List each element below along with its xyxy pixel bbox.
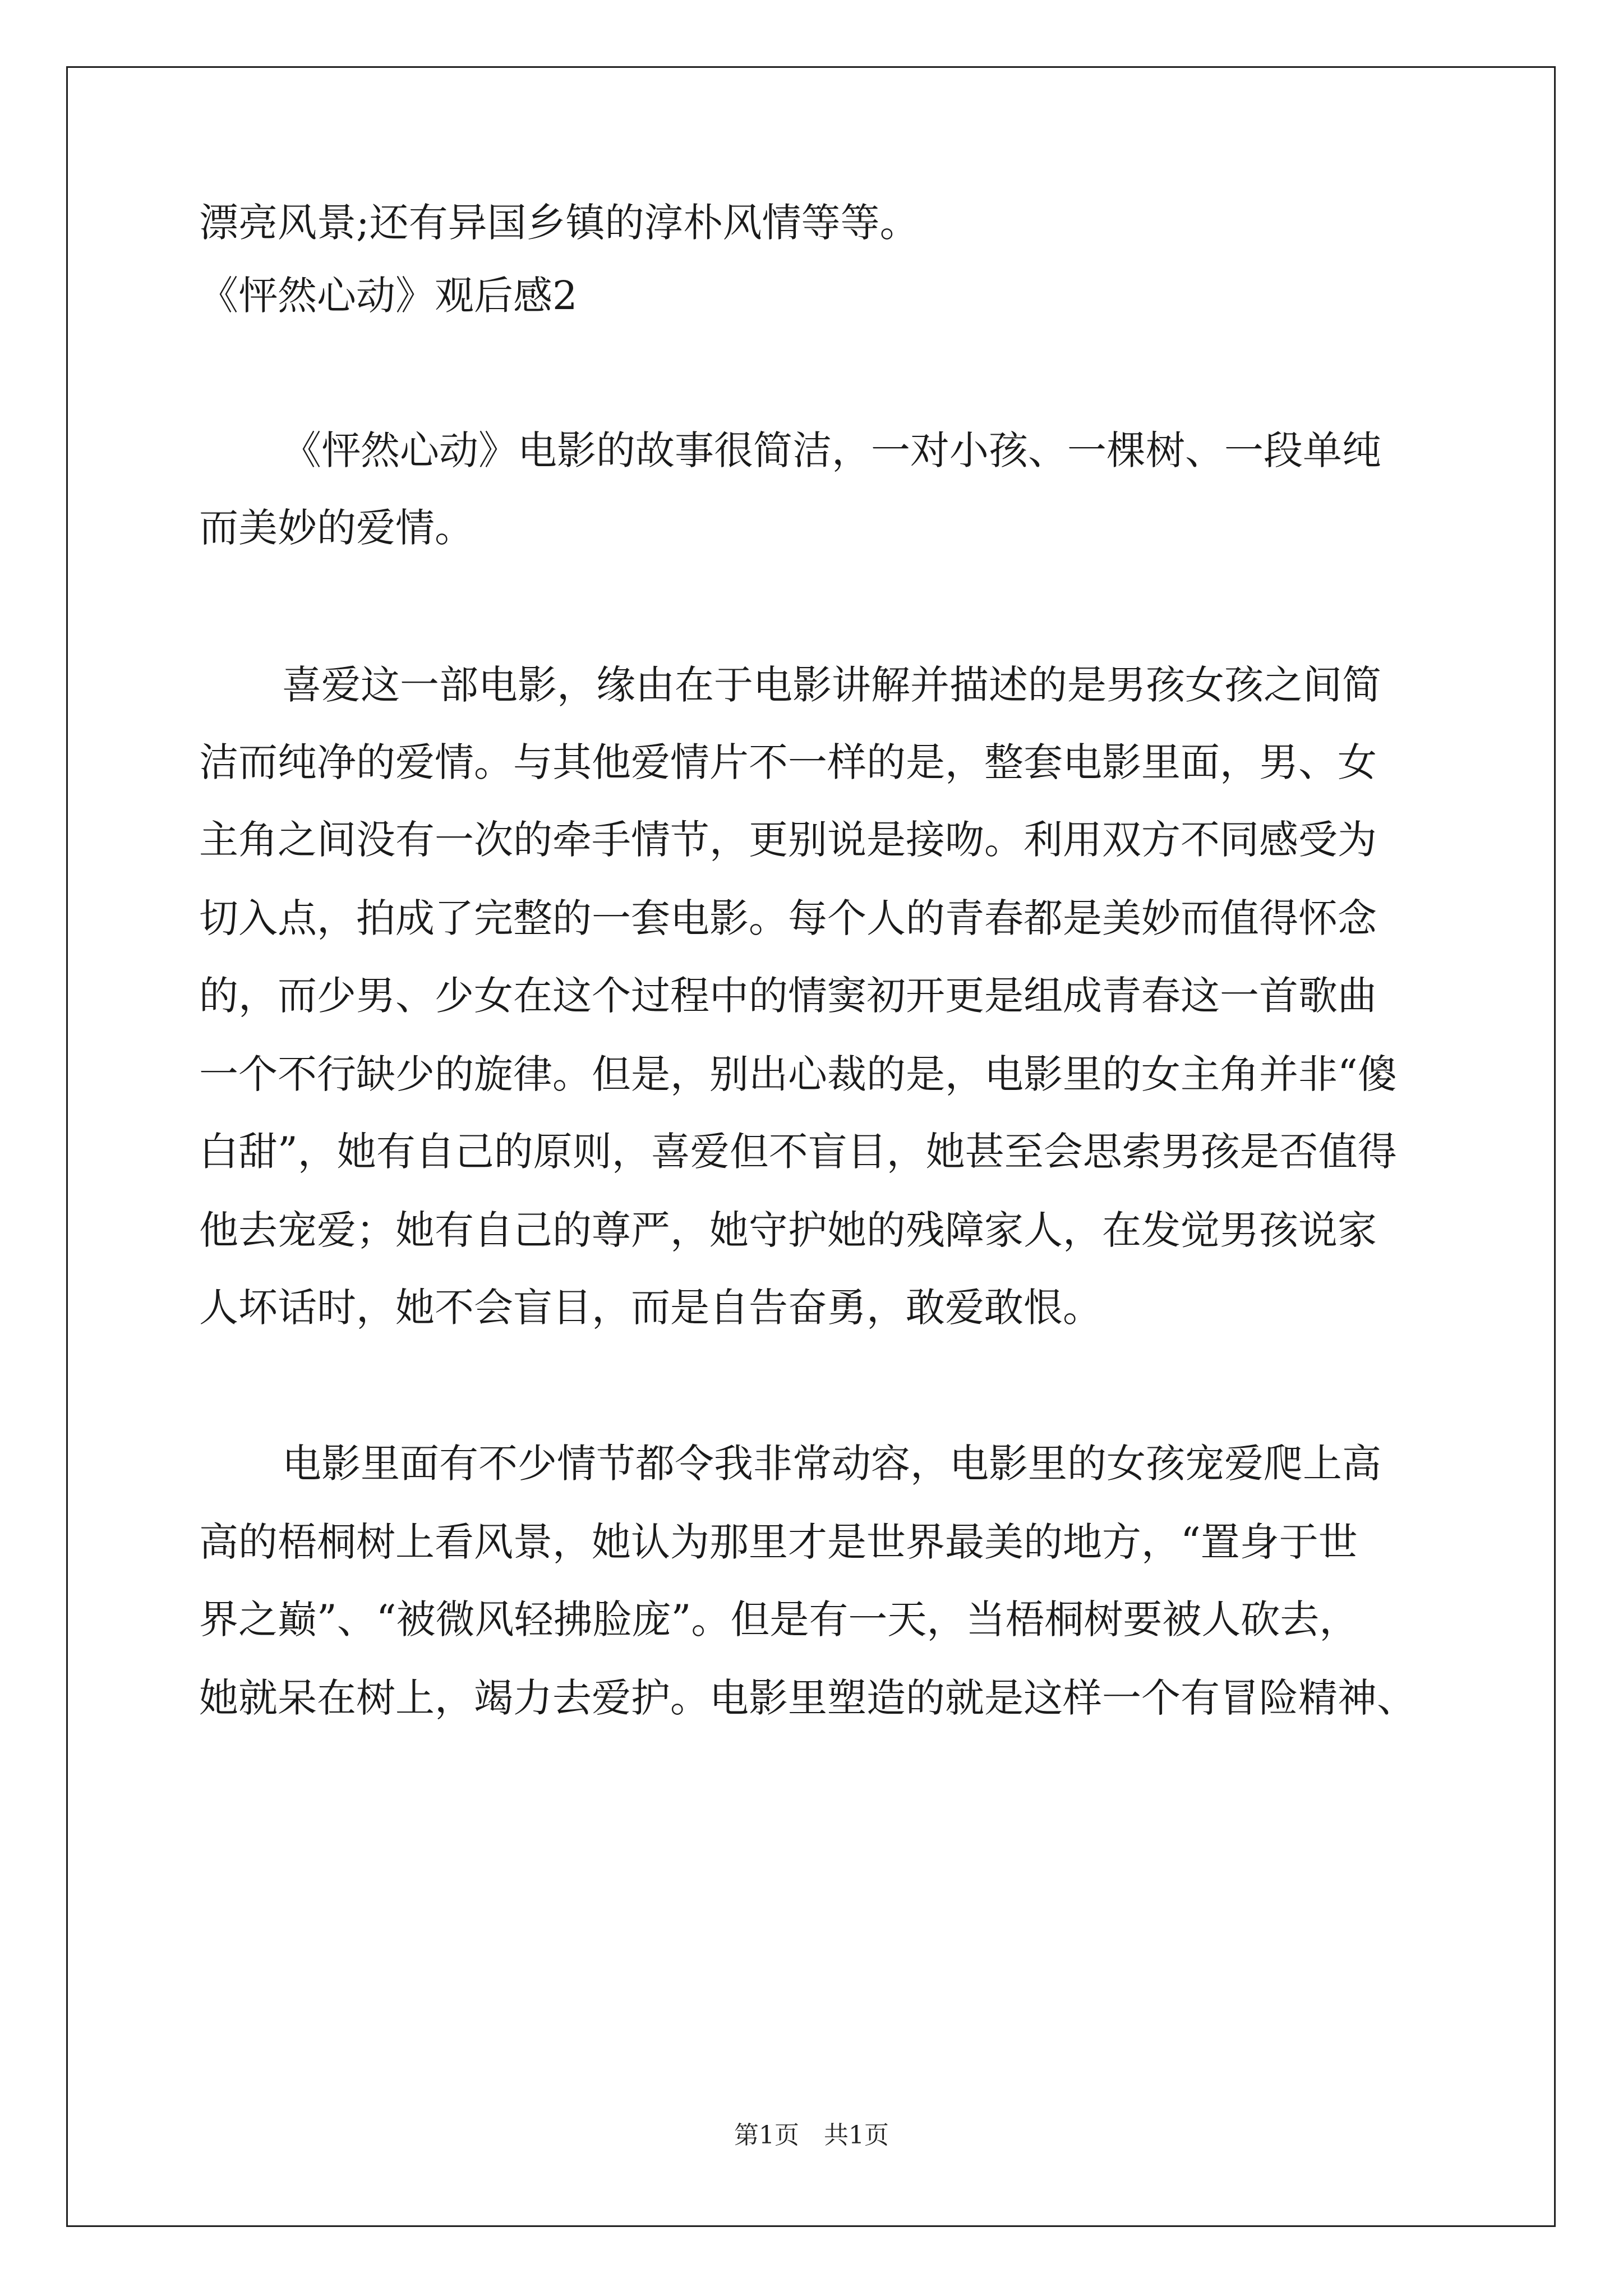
page-number-footer: 第1页 共1页 [734, 2121, 889, 2150]
paragraph-line: 他去宠爱；她有自己的尊严，她守护她的残障家人，在发觉男孩说家 [199, 1207, 1377, 1253]
paragraph-line: 人坏话时，她不会盲目，而是自告奋勇，敢爱敢恨。 [199, 1285, 1102, 1331]
paragraph-line: 喜爱这一部电影，缘由在于电影讲解并描述的是男孩女孩之间简 [282, 662, 1381, 708]
paragraph-line: 界之巅”、“被微风轻拂脸庞”。但是有一天，当梧桐树要被人砍去， [199, 1596, 1359, 1642]
paragraph-line: 《怦然心动》电影的故事很简洁，一对小孩、一棵树、一段单纯 [282, 427, 1381, 473]
paragraph-line: 的，而少男、少女在这个过程中的情窦初开更是组成青春这一首歌曲 [199, 973, 1377, 1019]
paragraph-line: 她就呆在树上，竭力去爱护。电影里塑造的就是这样一个有冒险精神、 [199, 1675, 1416, 1721]
paragraph-line: 一个不行缺少的旋律。但是，别出心裁的是，电影里的女主角并非“傻 [199, 1051, 1397, 1097]
section-title: 《怦然心动》观后感2 [199, 273, 578, 319]
paragraph-line: 而美妙的爱情。 [199, 505, 474, 551]
paragraph-line: 高的梧桐树上看风景，她认为那里才是世界最美的地方，“置身于世 [199, 1519, 1358, 1565]
paragraph-line: 主角之间没有一次的牵手情节，更别说是接吻。利用双方不同感受为 [199, 817, 1377, 863]
paragraph-line: 电影里面有不少情节都令我非常动容，电影里的女孩宠爱爬上高 [282, 1441, 1381, 1487]
paragraph-line: 白甜”，她有自己的原则，喜爱但不盲目，她甚至会思索男孩是否值得 [199, 1129, 1397, 1175]
text-line: 漂亮风景;还有异国乡镇的淳朴风情等等。 [199, 200, 919, 246]
paragraph-line: 切入点，拍成了完整的一套电影。每个人的青春都是美妙而值得怀念 [199, 895, 1377, 941]
paragraph-line: 洁而纯净的爱情。与其他爱情片不一样的是，整套电影里面，男、女 [199, 739, 1377, 785]
